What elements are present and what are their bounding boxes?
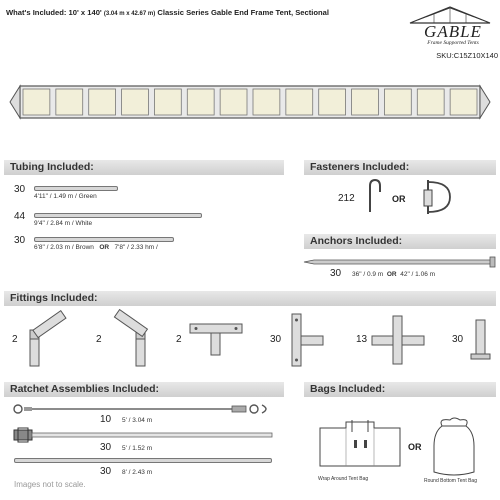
logo-subtitle: Frame Supported Tents <box>427 40 479 46</box>
frame-bay <box>286 89 313 115</box>
frame-bay <box>352 89 379 115</box>
ratchet-label-3: 8' / 2.43 m <box>122 469 153 476</box>
wrap-bag-icon <box>318 420 402 470</box>
fitting-qty-2: 2 <box>96 334 102 345</box>
eave-fitting-left-icon <box>26 316 76 368</box>
frame-end-right <box>480 86 490 118</box>
fitting-qty-6: 30 <box>452 334 464 345</box>
title-dimensions: (3.04 m x 42.67 m) <box>103 11 156 17</box>
title-main: What's Included: 10' x 140' <box>6 8 102 17</box>
title-rest: Classic Series Gable End Frame Tent, Sectional <box>157 8 329 17</box>
anchor-label-a: 36" / 0.9 m <box>352 271 384 278</box>
frame-bay <box>220 89 247 115</box>
cross-fitting-icon <box>370 314 426 366</box>
tee-fitting-icon <box>188 320 244 360</box>
bags-header: Bags Included: <box>304 382 496 397</box>
scale-note: Images not to scale. <box>14 480 86 489</box>
frame-bay <box>154 89 181 115</box>
frame-bay <box>56 89 83 115</box>
fitting-qty-5: 13 <box>356 334 368 345</box>
ratchet-strap-icon <box>12 428 274 442</box>
base-plate-icon <box>470 318 492 364</box>
tube-qty-1: 30 <box>14 184 26 195</box>
snap-pin-icon <box>420 178 456 218</box>
stake-icon <box>304 256 496 268</box>
tube-qty-3: 30 <box>14 235 26 246</box>
tube-brown <box>34 237 174 242</box>
bags-or: OR <box>408 442 422 452</box>
eave-fitting-right-icon <box>106 316 156 368</box>
frame-bay <box>319 89 346 115</box>
tube-white <box>34 213 202 218</box>
frame-bay <box>253 89 280 115</box>
r-clip-icon <box>364 178 384 214</box>
frame-bay <box>89 89 116 115</box>
frame-bay <box>450 89 477 115</box>
tube-green <box>34 186 118 191</box>
ratchet-qty-2: 30 <box>100 442 112 453</box>
fastener-qty: 212 <box>338 193 355 204</box>
fitting-qty-1: 2 <box>12 334 18 345</box>
tube-label-2: 9'4" / 2.84 m / White <box>34 220 93 227</box>
frame-bay <box>384 89 411 115</box>
frame-bay <box>187 89 214 115</box>
logo-word: GABLE <box>424 22 482 41</box>
frame-bay <box>23 89 50 115</box>
anchor-label-b: 42" / 1.06 m <box>400 271 436 278</box>
frame-end-left <box>10 86 20 118</box>
page-title <box>6 8 329 17</box>
fitting-qty-3: 2 <box>176 334 182 345</box>
fastener-or: OR <box>392 194 406 204</box>
ratchet-qty-1: 10 <box>100 414 112 425</box>
strap-tube <box>14 458 272 463</box>
anchor-qty: 30 <box>330 268 342 279</box>
fittings-header: Fittings Included: <box>4 291 496 306</box>
tube-label-3a: 6'8" / 2.03 m / Brown <box>34 244 94 251</box>
frame-bay <box>122 89 149 115</box>
ratchet-qty-3: 30 <box>100 466 112 477</box>
tube-or: OR <box>99 244 110 251</box>
ratchets-header: Ratchet Assemblies Included: <box>4 382 284 397</box>
cable-assembly-icon <box>12 402 274 416</box>
tube-label-3b: 7'8" / 2.33 hm / <box>114 244 158 251</box>
ratchet-label-2: 5' / 1.52 m <box>122 445 153 452</box>
tube-qty-2: 44 <box>14 211 26 222</box>
wrap-bag-label: Wrap Around Tent Bag <box>318 476 369 482</box>
round-bag-icon <box>430 416 478 478</box>
tube-label-1: 4'11" / 1.49 m / Green <box>34 193 97 200</box>
anchors-header: Anchors Included: <box>304 234 496 249</box>
round-bag-label: Round Bottom Tent Bag <box>424 478 477 484</box>
fasteners-header: Fasteners Included: <box>304 160 496 175</box>
ratchet-label-1: 5' / 3.04 m <box>122 417 153 424</box>
tent-frame-diagram <box>8 82 492 122</box>
tube-label-3 <box>34 244 158 251</box>
tubing-header: Tubing Included: <box>4 160 284 175</box>
frame-bay <box>417 89 444 115</box>
anchor-label <box>352 271 435 278</box>
anchor-or: OR <box>386 271 397 278</box>
side-tee-fitting-icon <box>286 312 326 368</box>
fitting-qty-4: 30 <box>270 334 282 345</box>
sku-label: SKU:C15Z10X140 <box>436 51 498 60</box>
